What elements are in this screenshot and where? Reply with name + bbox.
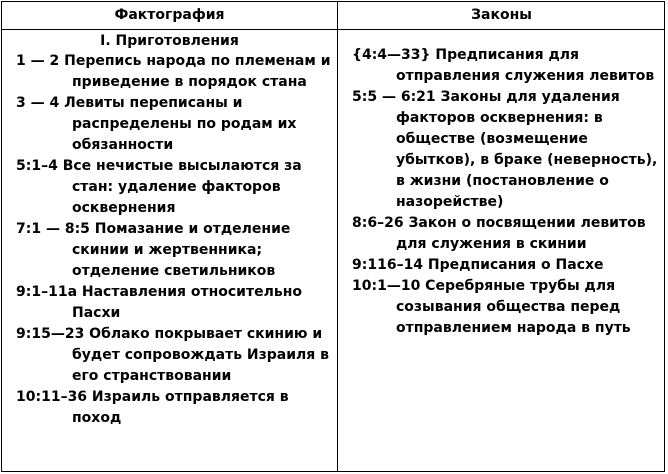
laws-entry: 8:6–26 Закон о посвящении левитов для служения в скинии (352, 215, 646, 252)
facts-entry: 9:1–11a Наставления относительно Пасхи (16, 284, 303, 321)
section-title: I. Приготовления (100, 33, 239, 49)
laws-entry: 9:116–14 Предписания о Пасхе (352, 257, 604, 273)
laws-entry: {4:4—33} Предписания для отправления служения левитов (352, 47, 655, 84)
laws-entry: 5:5 — 6:21 Законы для удаления факторов осквернения: в обществе (возмещение убытков), в браке (неверность), в жизни (постановление о назорействе) (352, 89, 658, 210)
facts-column (16, 30, 334, 429)
laws-column (352, 30, 664, 339)
facts-entry: 9:15—23 Облако покрывает скинию и будет сопровождать Израиля в его странствовании (16, 326, 330, 384)
facts-entry: 1 — 2 Перепись народа по племенам и приведение в порядок стана (16, 53, 331, 90)
header-facts: Фактография (114, 7, 225, 23)
facts-entry: 7:1 — 8:5 Помазание и отделение скинии и жертвенника; отделение светильников (16, 221, 291, 279)
facts-entry: 5:1–4 Все нечистые высылаются за стан: удаление факторов осквернения (16, 158, 302, 216)
facts-laws-table (1, 1, 665, 472)
facts-entry: 3 — 4 Левиты переписаны и распределены по родам их обязанности (16, 95, 297, 153)
column-divider (337, 2, 338, 471)
facts-entry: 10:11–36 Израиль отправляется в поход (16, 389, 289, 426)
laws-entry: 10:1—10 Серебряные трубы для созывания общества перед отправлением народа в путь (352, 278, 631, 336)
header-laws: Законы (471, 7, 532, 23)
